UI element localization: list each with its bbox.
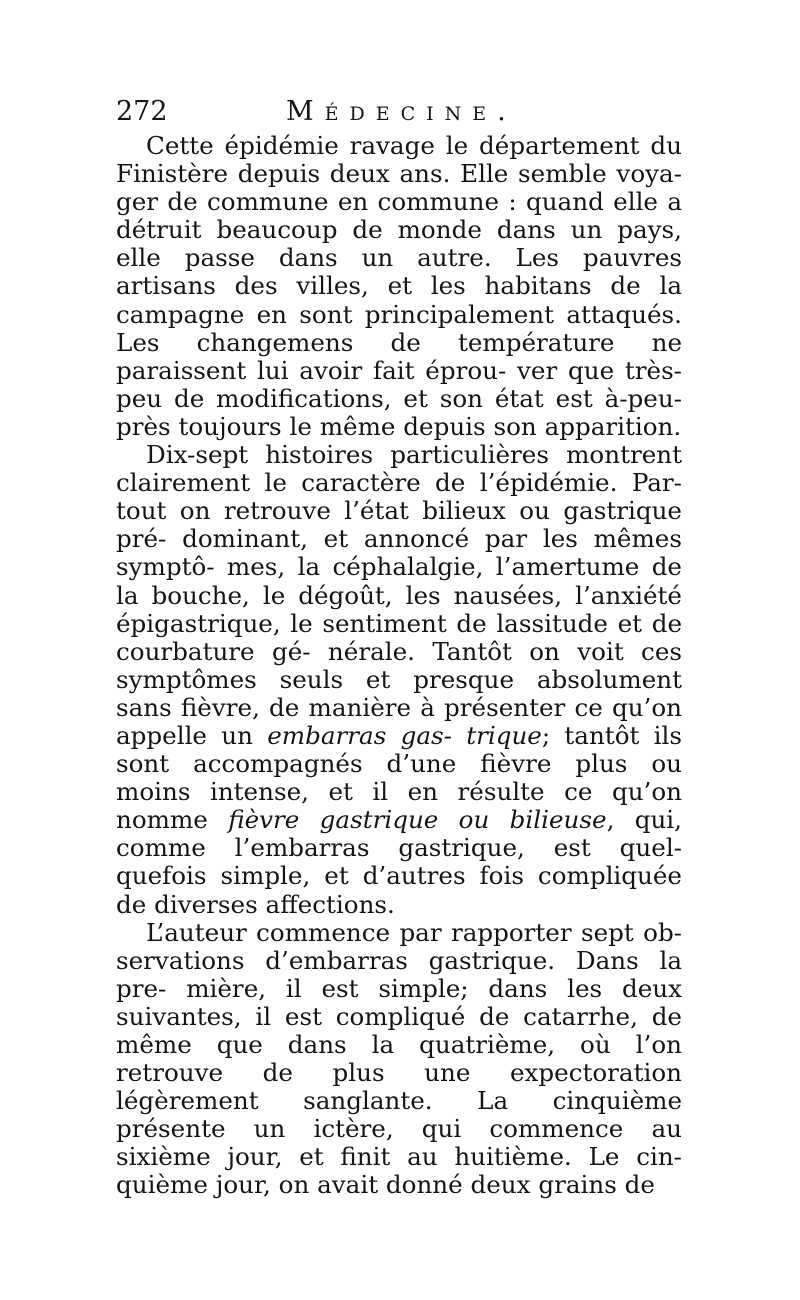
page-number: 272 <box>116 96 168 127</box>
italic-term-embarras-gastrique: embarras gas- trique <box>267 720 542 750</box>
paragraph-1 <box>116 132 682 441</box>
paragraph-3 <box>116 919 682 1200</box>
paragraph-text: Cette épidémie ravage le département du Finistère depuis deux ans. Elle semble voya- ger de commune en commune : quand elle a détruit beaucoup de monde dans un pays, elle passe dans un autre. Les pauvres artisans des villes, et les habitans de la campagne en sont principalement attaqués. Les changemens de température ne paraissent lui avoir fait éprou- ver que très-peu de modifications, et son état est à-peu-près toujours le même depuis son apparition. <box>116 131 682 441</box>
paragraph-text: ; tantôt ils sont accompagnés d’une fièvre plus ou moins intense, et il en résulte ce qu’on nomme <box>116 720 683 835</box>
paragraph-text: , qui, comme l’embarras gastrique, est quel- quefois simple, et d’autres fois compliquée de diverses affections. <box>116 805 682 919</box>
body-text <box>116 132 682 1200</box>
paragraph-text: Dix-sept histoires particulières montrent clairement le caractère de l’épidémie. Par-tout on retrouve l’état bilieux ou gastrique pré- dominant, et annoncé par les mêmes symptô- mes, la céphalalgie, l’amertume de la bouche, le dégoût, les nausées, l’anxiété épigastrique, le sentiment de lassitude et de courbature gé- nérale. Tantôt on voit ces symptômes seuls et presque absolument sans fièvre, de manière à présenter ce qu’on appelle un <box>116 440 682 750</box>
paragraph-text: L’auteur commence par rapporter sept ob- servations d’embarras gastrique. Dans la pre- mière, il est simple; dans les deux suivantes, il est compliqué de catarrhe, de même que dans la quatrième, où l’on retrouve de plus une expectoration légèrement sanglante. La cinquième présente un ictère, qui commence au sixième jour, et finit au huitième. Le cin- quième jour, on avait donné deux grains de <box>116 917 682 1200</box>
paragraph-2 <box>116 441 682 919</box>
running-title: Médecine. <box>286 96 517 127</box>
italic-term-fievre-gastrique: fièvre gastrique ou bilieuse <box>228 805 607 835</box>
page-header <box>116 94 686 130</box>
